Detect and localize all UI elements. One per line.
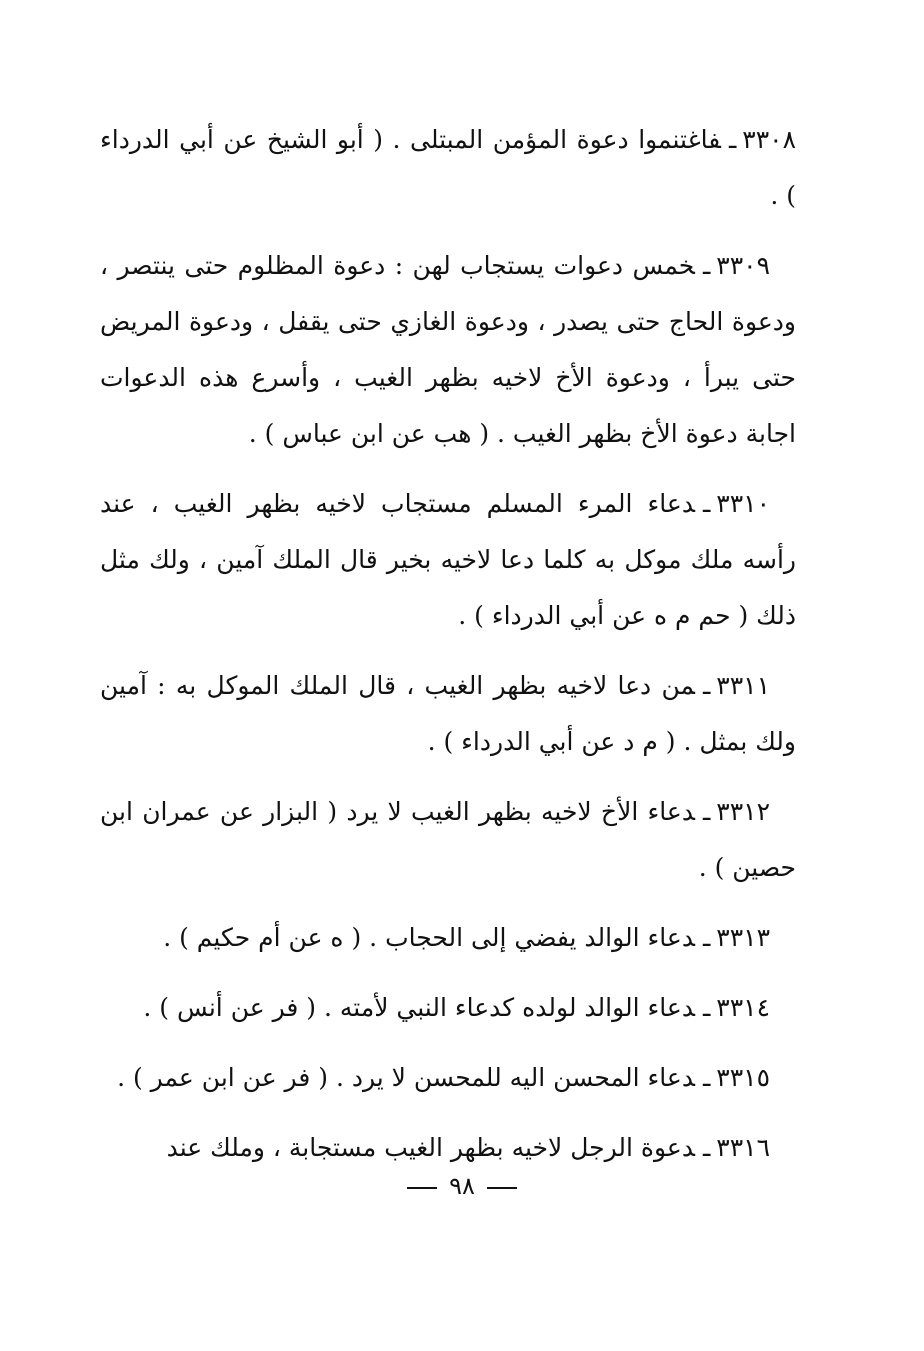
entry-number: ٣٣١٦ [716,1133,770,1162]
hadith-entry-3308 [100,112,796,224]
footer-rule-left [487,1187,517,1189]
entry-number: ٣٣١٢ [716,797,770,826]
entry-separator: ـ [702,1063,711,1092]
entry-separator: ـ [702,923,711,952]
entry-text: دعاء الوالد يفضي إلى الحجاب . ( ه عن أم حكيم ) . [163,923,695,952]
page-footer [0,1172,924,1200]
page-number: ٩٨ [449,1172,475,1200]
entry-number: ٣٣١٠ [716,489,770,518]
hadith-entry-3313 [100,910,796,966]
hadith-entry-3311 [100,658,796,770]
entry-text: دعاء الوالد لولده كدعاء النبي لأمته . ( فر عن أنس ) . [143,993,695,1022]
entry-number: ٣٣١١ [716,671,770,700]
entry-separator: ـ [702,993,711,1022]
entry-number: ٣٣١٤ [716,993,770,1022]
footer-rule-right [407,1187,437,1189]
hadith-entry-3316 [100,1120,796,1176]
hadith-entry-3314 [100,980,796,1036]
entry-separator: ـ [702,489,711,518]
entry-text: دعوة الرجل لاخيه بظهر الغيب مستجابة ، وملك عند [166,1133,695,1162]
entry-text: من دعا لاخيه بظهر الغيب ، قال الملك الموكل به : آمين ولك بمثل . ( م د عن أبي الدرداء ) . [100,671,796,756]
entry-text: دعاء المرء المسلم مستجاب لاخيه بظهر الغيب ، عند رأسه ملك موكل به كلما دعا لاخيه بخير قال الملك آمين ، ولك مثل ذلك ( حم م ه عن أبي الدرداء ) . [100,489,796,630]
hadith-entry-3312 [100,784,796,896]
hadith-entry-3315 [100,1050,796,1106]
entry-separator: ـ [702,1133,711,1162]
entry-text: دعاء المحسن اليه للمحسن لا يرد . ( فر عن ابن عمر ) . [117,1063,695,1092]
entry-text: دعاء الأخ لاخيه بظهر الغيب لا يرد ( البزار عن عمران ابن حصين ) . [100,797,796,882]
entry-number: ٣٣٠٨ [742,125,796,154]
entry-separator: ـ [702,671,711,700]
hadith-list [100,112,796,1190]
entry-separator: ـ [702,797,711,826]
hadith-entry-3309 [100,238,796,462]
entry-text: خمس دعوات يستجاب لهن : دعوة المظلوم حتى ينتصر ، ودعوة الحاج حتى يصدر ، ودعوة الغازي حتى يقفل ، ودعوة المريض حتى يبرأ ، ودعوة الأخ لاخيه بظهر الغيب ، وأسرع هذه الدعوات اجابة دعوة الأخ بظهر الغيب . ( هب عن ابن عباس ) . [100,251,796,448]
hadith-entry-3310 [100,476,796,644]
entry-separator: ـ [728,125,737,154]
entry-number: ٣٣٠٩ [716,251,770,280]
entry-number: ٣٣١٥ [716,1063,770,1092]
entry-separator: ـ [702,251,711,280]
entry-text: فاغتنموا دعوة المؤمن المبتلى . ( أبو الشيخ عن أبي الدرداء ) . [100,125,796,210]
entry-number: ٣٣١٣ [716,923,770,952]
